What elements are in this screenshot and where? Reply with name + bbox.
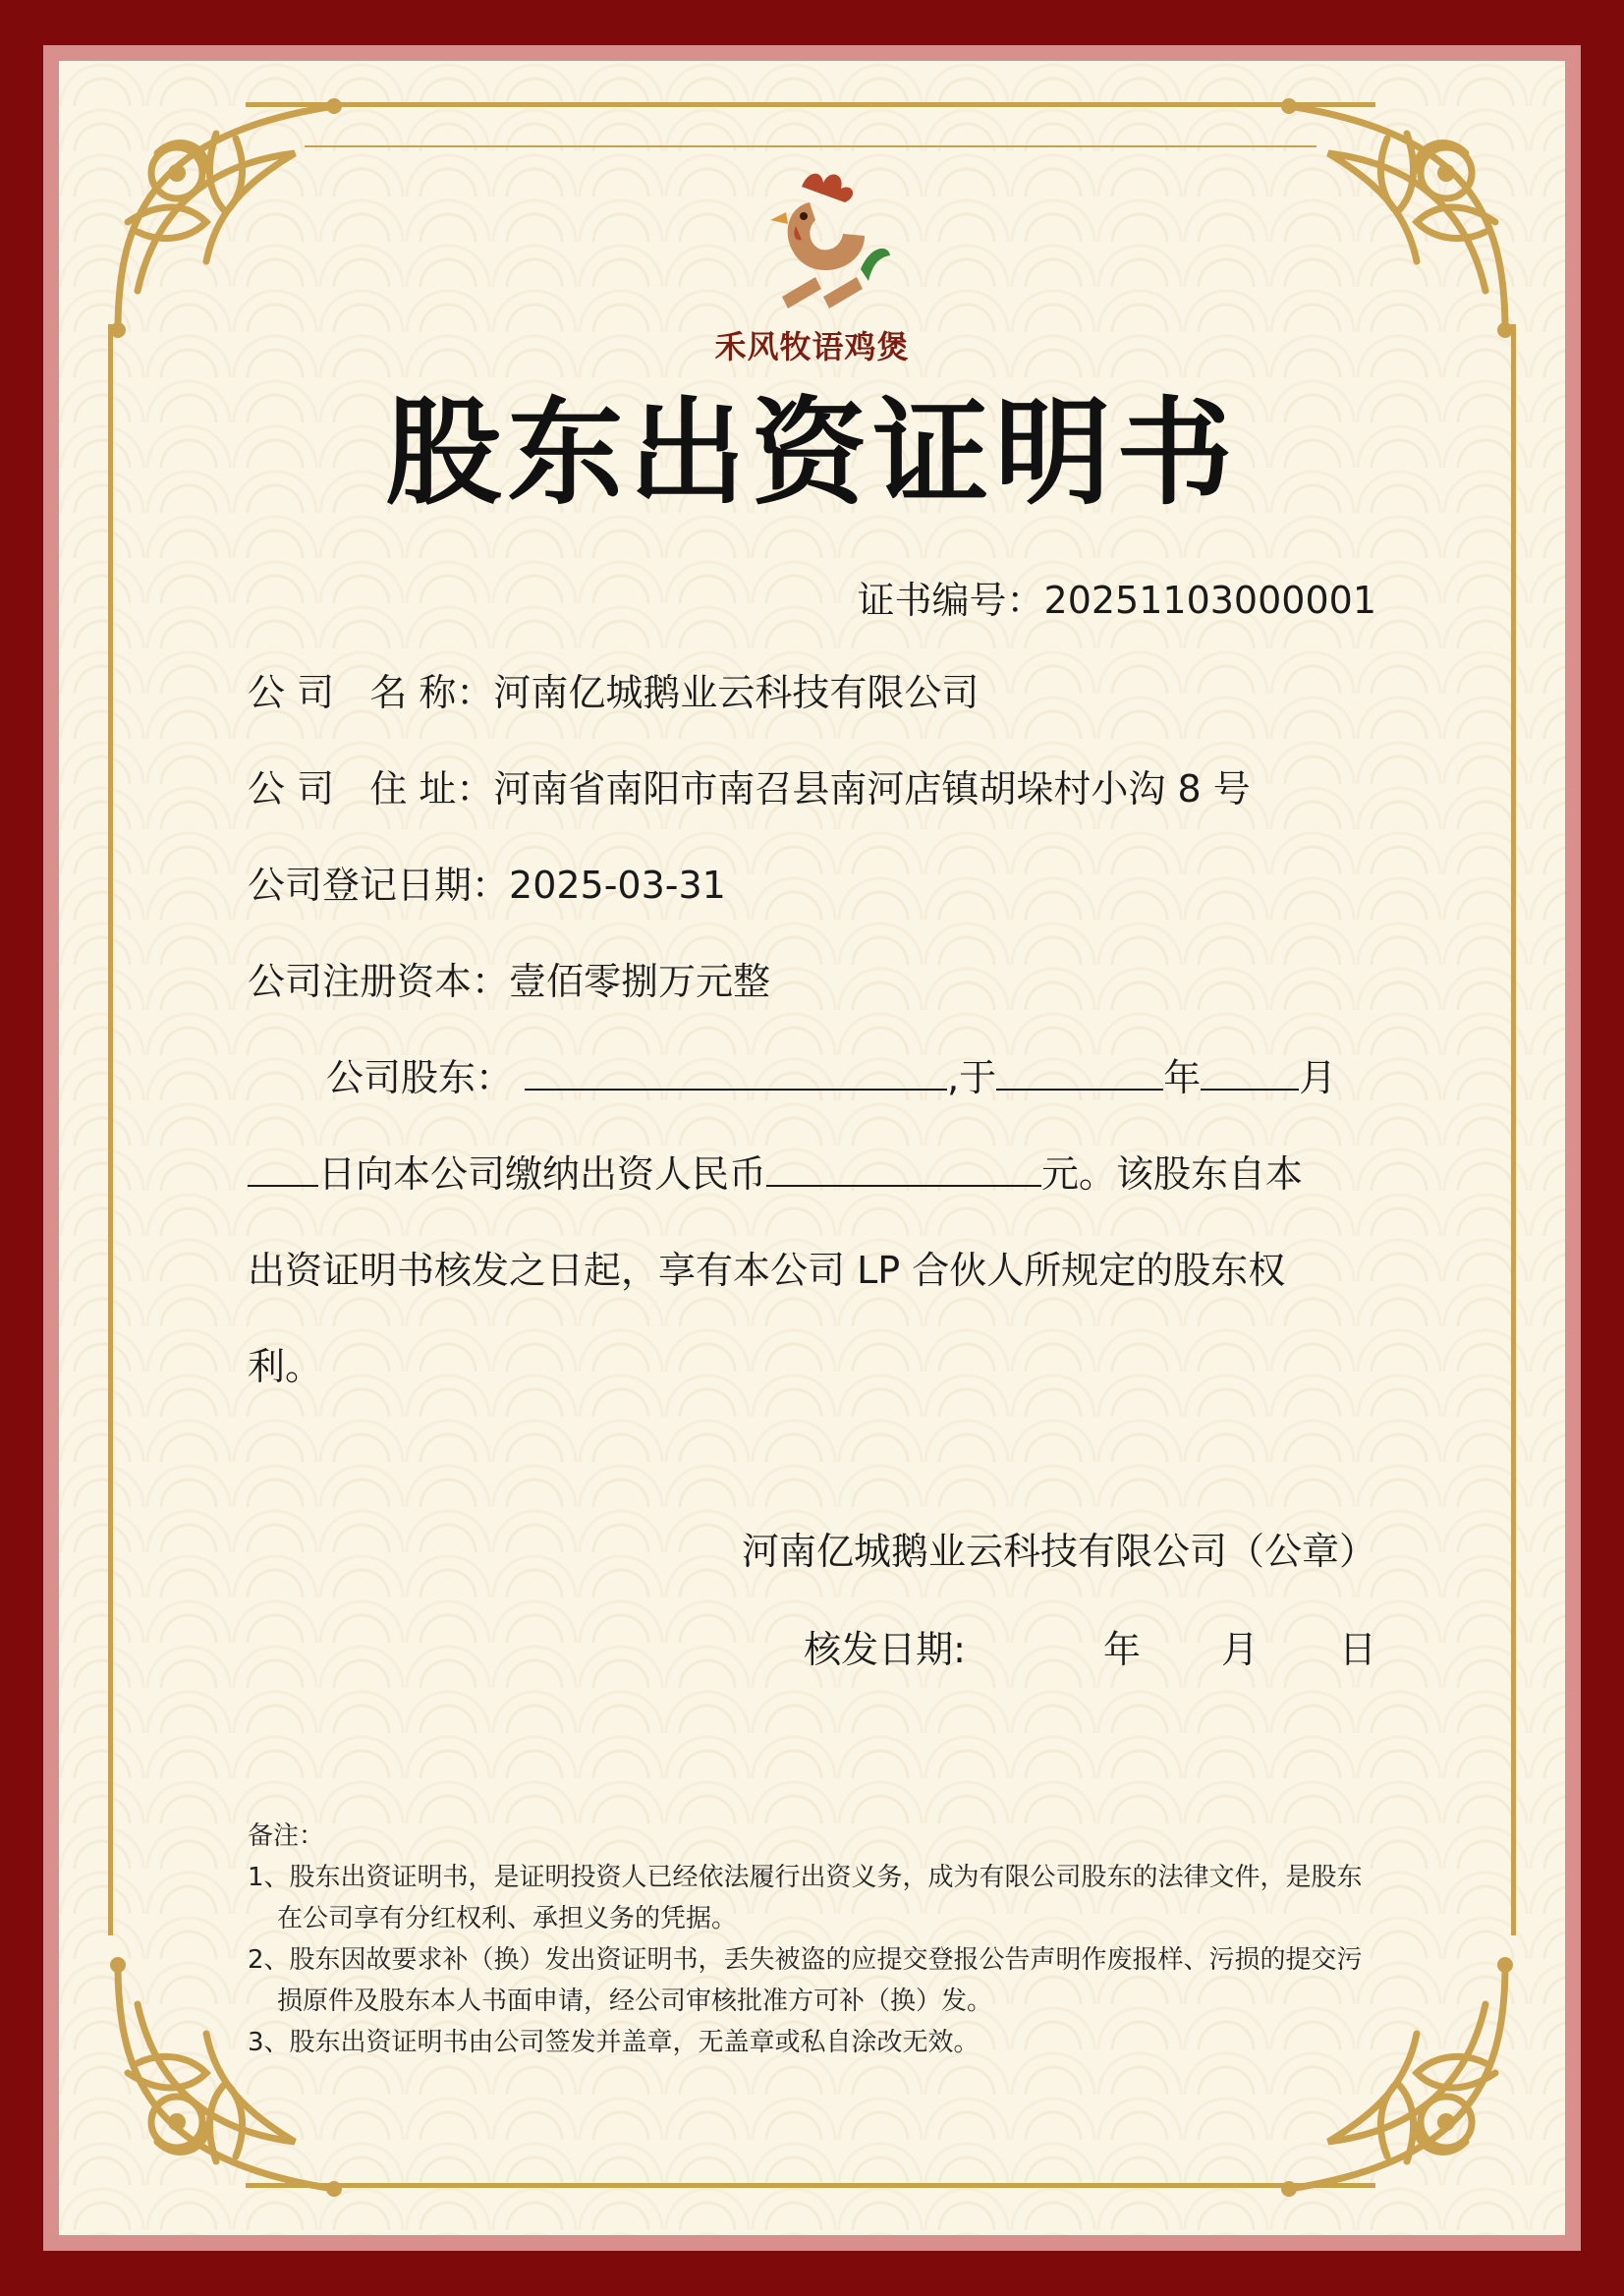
certificate-number-label: 证书编号： [857,579,1044,622]
company-address-label: 公 司 住 址： [248,767,494,811]
shareholder-name-blank[interactable] [525,1053,947,1091]
statement-line-3: 出资证明书核发之日起，享有本公司 LP 合伙人所规定的股东权 [248,1249,1286,1292]
registered-capital-label: 公司注册资本： [248,960,510,1003]
shareholder-label: 公司股东： [326,1056,514,1099]
company-address-row [248,764,1251,813]
notes-header: 备注： [248,1821,325,1851]
statement-month: 月 [1299,1056,1337,1099]
year-blank[interactable] [996,1053,1163,1091]
registration-date-row [248,861,726,910]
issue-date-year: 年 [1102,1628,1141,1671]
brand-name: 禾风牧语鸡煲 [714,328,910,365]
rooster-logo-icon [762,167,894,320]
issue-date-day: 日 [1338,1628,1376,1671]
certificate-number-value: 20251103000001 [1043,579,1376,622]
border-top [246,102,1375,107]
statement-line-2 [248,1149,1377,1199]
certificate-number [858,576,1377,625]
registered-capital-row [248,957,770,1006]
issue-date-label: 核发日期: [804,1628,966,1671]
border-top-thin [305,145,1316,147]
statement-yuan: 元。该股东自本 [1041,1152,1304,1196]
issue-date-row [804,1625,1376,1674]
company-name-label: 公 司 名 称： [248,671,494,714]
border-bottom [246,2183,1375,2188]
amount-blank[interactable] [766,1149,1041,1187]
statement-line-1 [248,1053,1456,1102]
notes-section [248,1816,1387,2063]
day-blank[interactable] [248,1149,318,1187]
month-blank[interactable] [1201,1053,1299,1091]
statement-year: 年 [1163,1056,1202,1099]
issue-date-month: 月 [1220,1628,1259,1671]
company-name-value: 河南亿城鹅业云科技有限公司 [493,671,980,714]
company-address-value: 河南省南阳市南召县南河店镇胡垛村小沟 8 号 [493,767,1251,811]
statement-on: ,于 [947,1056,997,1099]
statement-line-4: 利。 [248,1345,323,1388]
border-left [108,324,113,1935]
border-right [1511,324,1516,1935]
registered-capital-value: 壹佰零捌万元整 [509,960,771,1003]
note-item: 3、股东出资证明书由公司签发并盖章，无盖章或私自涂改无效。 [248,2028,980,2057]
registration-date-label: 公司登记日期： [248,864,510,907]
page-title: 股东出资证明书 [385,385,1239,521]
company-seal: 河南亿城鹅业云科技有限公司（公章） [741,1530,1376,1573]
statement-payment: 日向本公司缴纳出资人民币 [318,1152,767,1196]
corner-ornament-top-right-icon [1269,94,1525,350]
registration-date-value: 2025-03-31 [509,864,726,907]
note-item: 1、股东出资证明书，是证明投资人已经依法履行出资义务，成为有限公司股东的法律文件，是股东在公司享有分红权利、承担义务的凭据。 [248,1863,1363,1933]
note-item: 2、股东因故要求补（换）发出资证明书，丢失被盗的应提交登报公告声明作废报样、污损的提交污损原件及股东本人书面申请，经公司审核批准方可补（换）发。 [248,1945,1363,2016]
corner-ornament-top-left-icon [98,94,354,350]
company-name-row [248,668,979,717]
